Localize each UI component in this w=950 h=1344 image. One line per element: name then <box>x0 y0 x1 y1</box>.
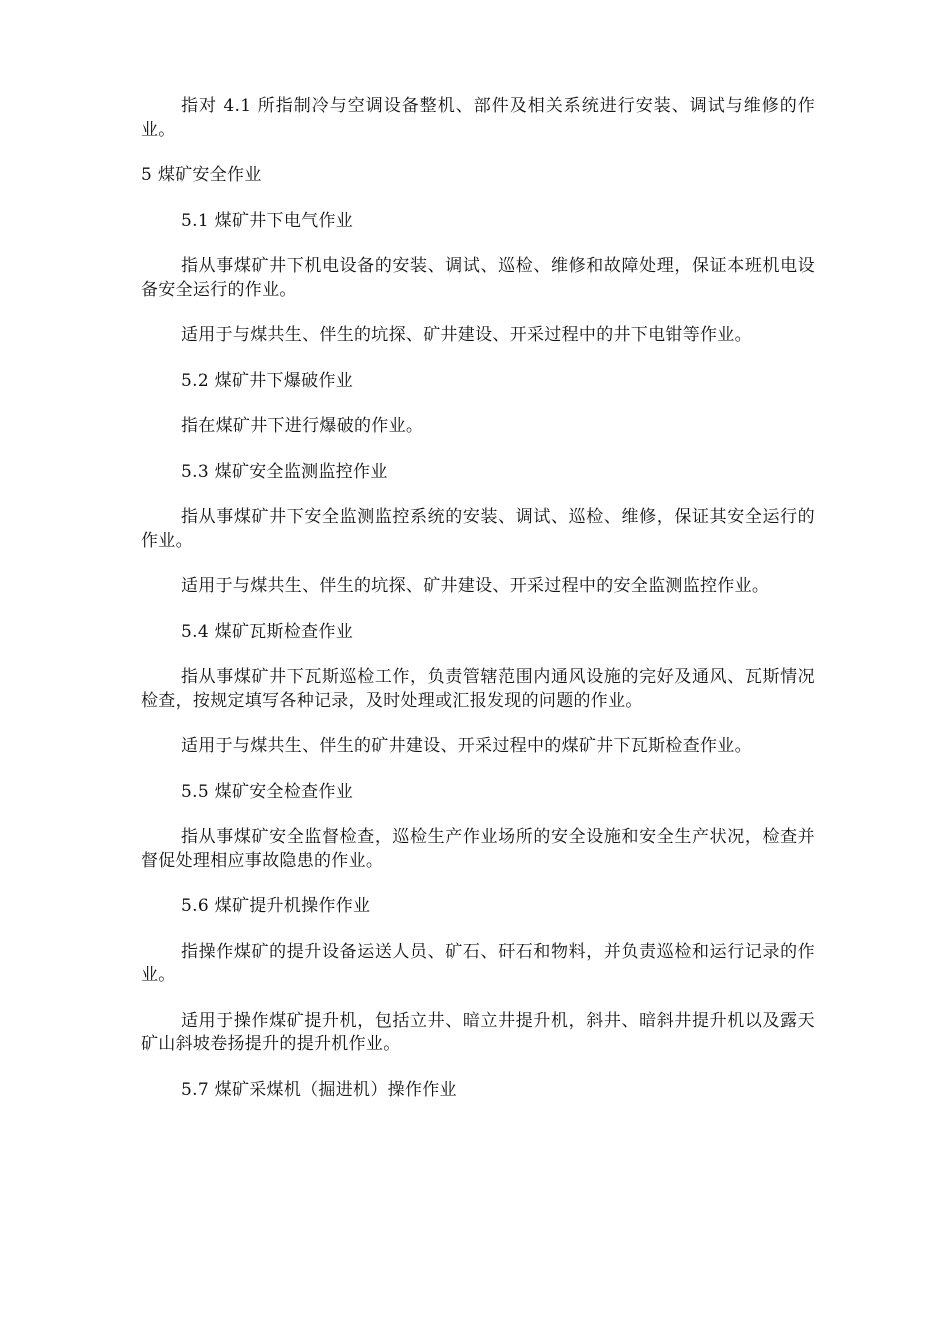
subsection-heading-5-3: 5.3 煤矿安全监测监控作业 <box>181 461 388 482</box>
subsection-heading-5-6: 5.6 煤矿提升机操作作业 <box>181 896 371 916</box>
para-4-1-continuation: 指对 4.1 所指制冷与空调设备整机、部件及相关系统进行安装、调试与维修的作业。 <box>141 96 815 140</box>
subsection-heading-5-1: 5.1 煤矿井下电气作业 <box>181 210 354 231</box>
para-5-3-definition: 指从事煤矿井下安全监测监控系统的安装、调试、巡检、维修，保证其安全运行的作业。 <box>141 507 815 551</box>
para-5-6-definition: 指操作煤矿的提升设备运送人员、矿石、矸石和物料，并负责巡检和运行记录的作业。 <box>141 941 815 985</box>
subsection-heading-5-7: 5.7 煤矿采煤机（掘进机）操作作业 <box>181 1079 457 1100</box>
subsection-heading-5-2: 5.2 煤矿井下爆破作业 <box>181 370 354 391</box>
para-5-3-scope: 适用于与煤共生、伴生的坑探、矿井建设、开采过程中的安全监测监控作业。 <box>181 576 770 596</box>
subsection-heading-5-5: 5.5 煤矿安全检查作业 <box>181 781 354 802</box>
para-5-1-scope: 适用于与煤共生、伴生的坑探、矿井建设、开采过程中的井下电钳等作业。 <box>181 325 752 345</box>
para-5-6-scope: 适用于操作煤矿提升机，包括立井、暗立井提升机，斜井、暗斜井提升机以及露天矿山斜坡卷扬提升的提升机作业。 <box>141 1010 815 1054</box>
subsection-heading-5-4: 5.4 煤矿瓦斯检查作业 <box>181 621 354 642</box>
para-5-1-definition: 指从事煤矿井下机电设备的安装、调试、巡检、维修和故障处理，保证本班机电设备安全运行的作业。 <box>141 256 815 300</box>
document-body <box>141 95 815 1124</box>
para-5-4-scope: 适用于与煤共生、伴生的矿井建设、开采过程中的煤矿井下瓦斯检查作业。 <box>181 736 752 756</box>
para-5-2-definition: 指在煤矿井下进行爆破的作业。 <box>181 416 424 436</box>
para-5-4-definition: 指从事煤矿井下瓦斯巡检工作，负责管辖范围内通风设施的完好及通风、瓦斯情况检查，按规定填写各种记录，及时处理或汇报发现的问题的作业。 <box>141 667 815 711</box>
para-5-5-definition: 指从事煤矿安全监督检查，巡检生产作业场所的安全设施和安全生产状况，检查并督促处理相应事故隐患的作业。 <box>141 827 815 871</box>
section-heading-5: 5 煤矿安全作业 <box>141 165 262 185</box>
